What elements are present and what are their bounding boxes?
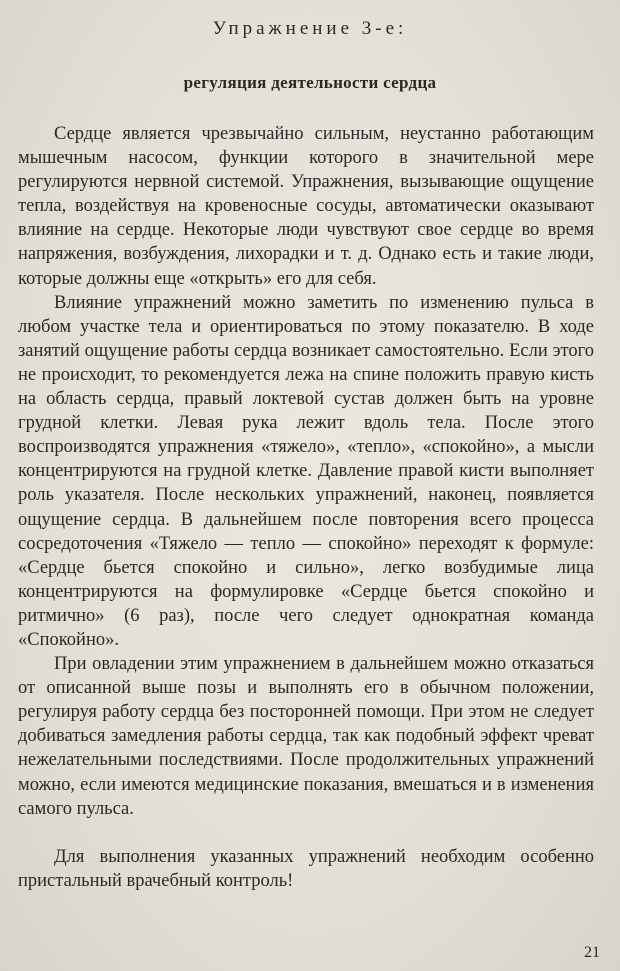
exercise-subtitle: регуляция деятельности сердца (183, 73, 437, 92)
exercise-title: Упражнение 3-е: (212, 18, 408, 39)
paragraph-4: Для выполнения указанных упражнений необходим особенно пристальный врачебный контроль! (18, 846, 594, 891)
paragraph-3: При овладении этим упражнением в дальнейшем можно отказаться от описанной выше позы и выполнять его в обычном положении, регулируя работу сердца без посторонней помощи. При этом не следует добиваться замедления работы сердца, так как подобный эффект чреват нежелательными последствиями. После продолжительных упражнений можно, если имеются медицинские показания, вмешаться и в изменения самого пульса. (18, 654, 594, 819)
text-body (18, 122, 594, 893)
page-number: 21 (584, 944, 600, 961)
paragraph-2: Влияние упражнений можно заметить по изменению пульса в любом участке тела и ориентироваться по этому показателю. В ходе занятий ощущение работы сердца возникает самостоятельно. Если этого не происходит, то рекомендуется лежа на спине положить правую кисть на область сердца, правый локтевой сустав должен быть на уровне грудной клетки. Левая рука лежит вдоль тела. После этого воспроизводятся упражнения «тяжело», «тепло», «спокойно», а мысли концентрируются на грудной клетке. Давление правой кисти выполняет роль указателя. После нескольких упражнений, наконец, появляется ощущение сердца. В дальнейшем после повторения всего процесса сосредоточения «Тяжело — тепло — спокойно» переходят к формуле: «Сердце бьется спокойно и сильно», легко возбудимые лица концентрируются на формулировке «Сердце бьется спокойно и ритмично» (6 раз), после чего следует однократная команда «Спокойно». (18, 292, 594, 650)
paragraph-1: Сердце является чрезвычайно сильным, неустанно работающим мышечным насосом, функции которого в значительной мере регулируются нервной системой. Упражнения, вызывающие ощущение тепла, воздействуя на кровеносные сосуды, автоматически оказывают влияние на сердце. Некоторые люди чувствуют свое сердце во время напряжения, возбуждения, лихорадки и т. д. Однако есть и такие люди, которые должны еще «открыть» его для себя. (18, 124, 594, 289)
